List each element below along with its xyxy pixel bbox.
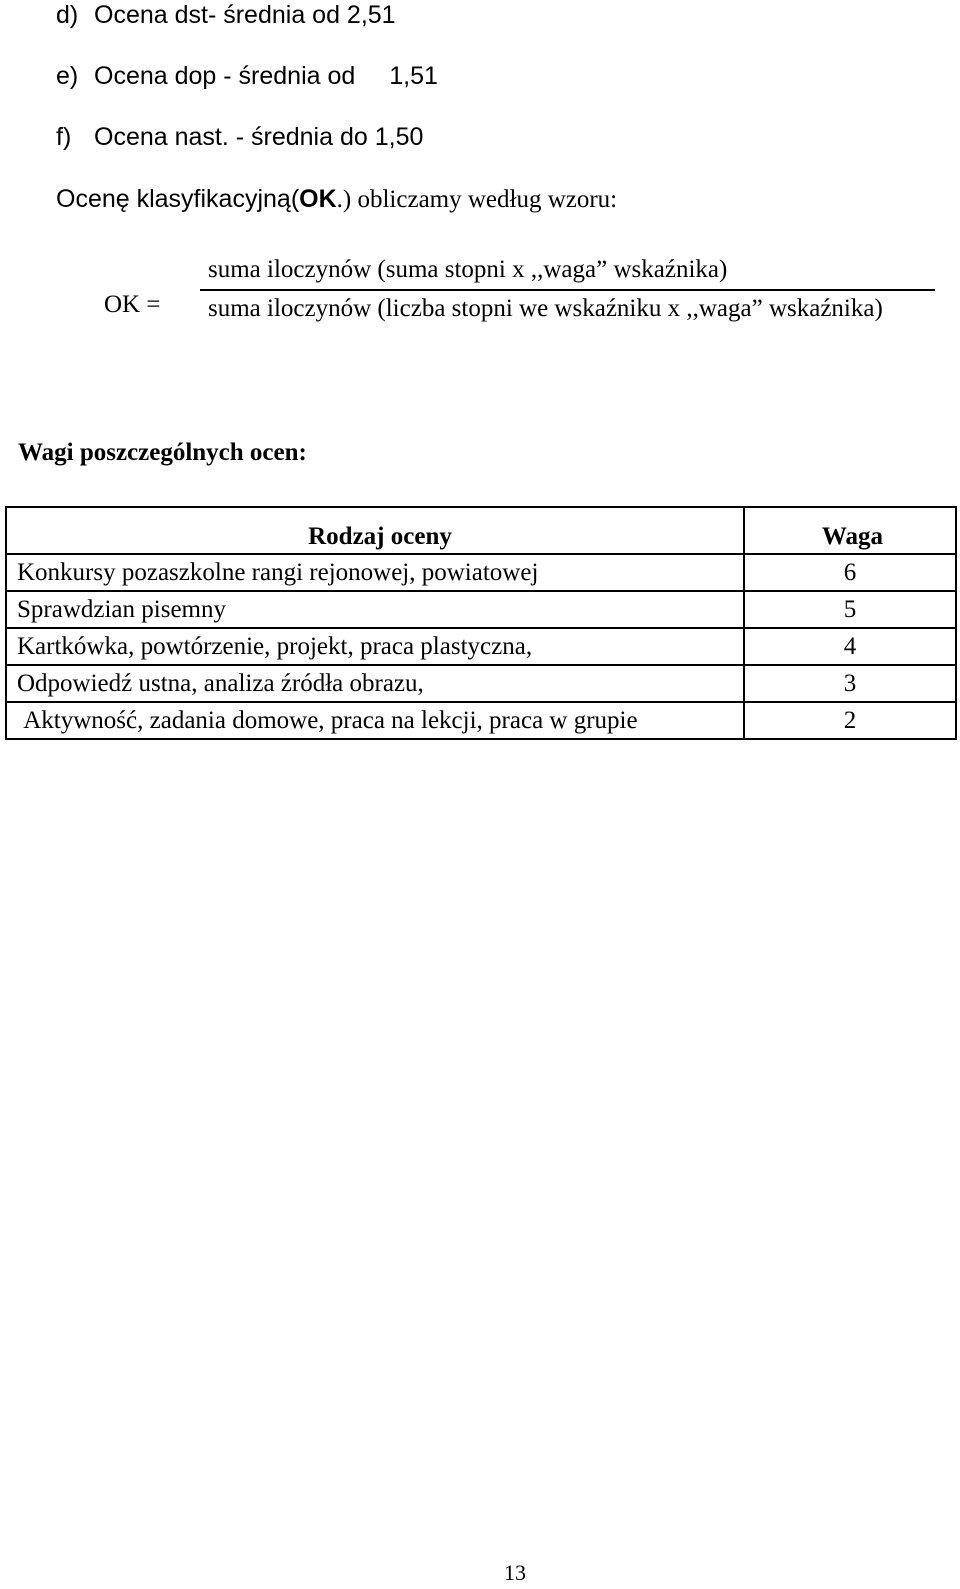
grade-type-cell: Aktywność, zadania domowe, praca na lekcji, praca w grupie	[6, 702, 744, 739]
weight-cell: 5	[744, 591, 956, 628]
grade-threshold-letter: e)	[56, 62, 79, 90]
ok-formula	[0, 255, 960, 365]
table-header-row	[6, 507, 956, 554]
grade-threshold-letter: f)	[56, 123, 72, 151]
weights-heading: Wagi poszczególnych ocen:	[18, 439, 307, 466]
formula-label: OK =	[104, 291, 161, 318]
grade-type-cell: Sprawdzian pisemny	[6, 591, 744, 628]
grade-threshold-f	[56, 122, 423, 152]
formula-denominator: suma iloczynów (liczba stopni we wskaźniku x ,,waga” wskaźnika)	[208, 295, 883, 322]
grade-threshold-e	[56, 61, 438, 91]
formula-numerator: suma iloczynów (suma stopni x ,,waga” wskaźnika)	[208, 256, 728, 283]
table-row	[6, 702, 956, 739]
page-number: 13	[504, 1560, 526, 1585]
classification-abbr: OK	[299, 185, 337, 213]
table-row	[6, 554, 956, 591]
fraction-bar	[200, 289, 935, 291]
header-grade-type: Rodzaj oceny	[6, 507, 744, 554]
weight-cell: 3	[744, 665, 956, 702]
classification-prefix: Ocenę klasyfikacyjną(	[56, 185, 300, 213]
grade-threshold-value: 1,51	[389, 62, 438, 90]
weight-cell: 6	[744, 554, 956, 591]
weights-table	[5, 506, 957, 740]
classification-sentence	[56, 184, 617, 215]
table-row	[6, 628, 956, 665]
table-row	[6, 591, 956, 628]
grade-threshold-text: Ocena dst- średnia od 2,51	[94, 1, 396, 29]
weight-cell: 2	[744, 702, 956, 739]
weight-cell: 4	[744, 628, 956, 665]
grade-threshold-text: Ocena nast. - średnia do 1,50	[94, 123, 424, 151]
table-row	[6, 665, 956, 702]
grade-type-cell: Kartkówka, powtórzenie, projekt, praca plastyczna,	[6, 628, 744, 665]
grade-threshold-d	[56, 0, 396, 30]
grade-threshold-letter: d)	[56, 1, 79, 29]
grade-threshold-text: Ocena dop - średnia od	[94, 62, 356, 90]
classification-suffix: .) obliczamy według wzoru:	[336, 186, 618, 213]
grade-type-cell: Odpowiedź ustna, analiza źródła obrazu,	[6, 665, 744, 702]
header-weight: Waga	[744, 507, 956, 554]
grade-type-cell: Konkursy pozaszkolne rangi rejonowej, powiatowej	[6, 554, 744, 591]
